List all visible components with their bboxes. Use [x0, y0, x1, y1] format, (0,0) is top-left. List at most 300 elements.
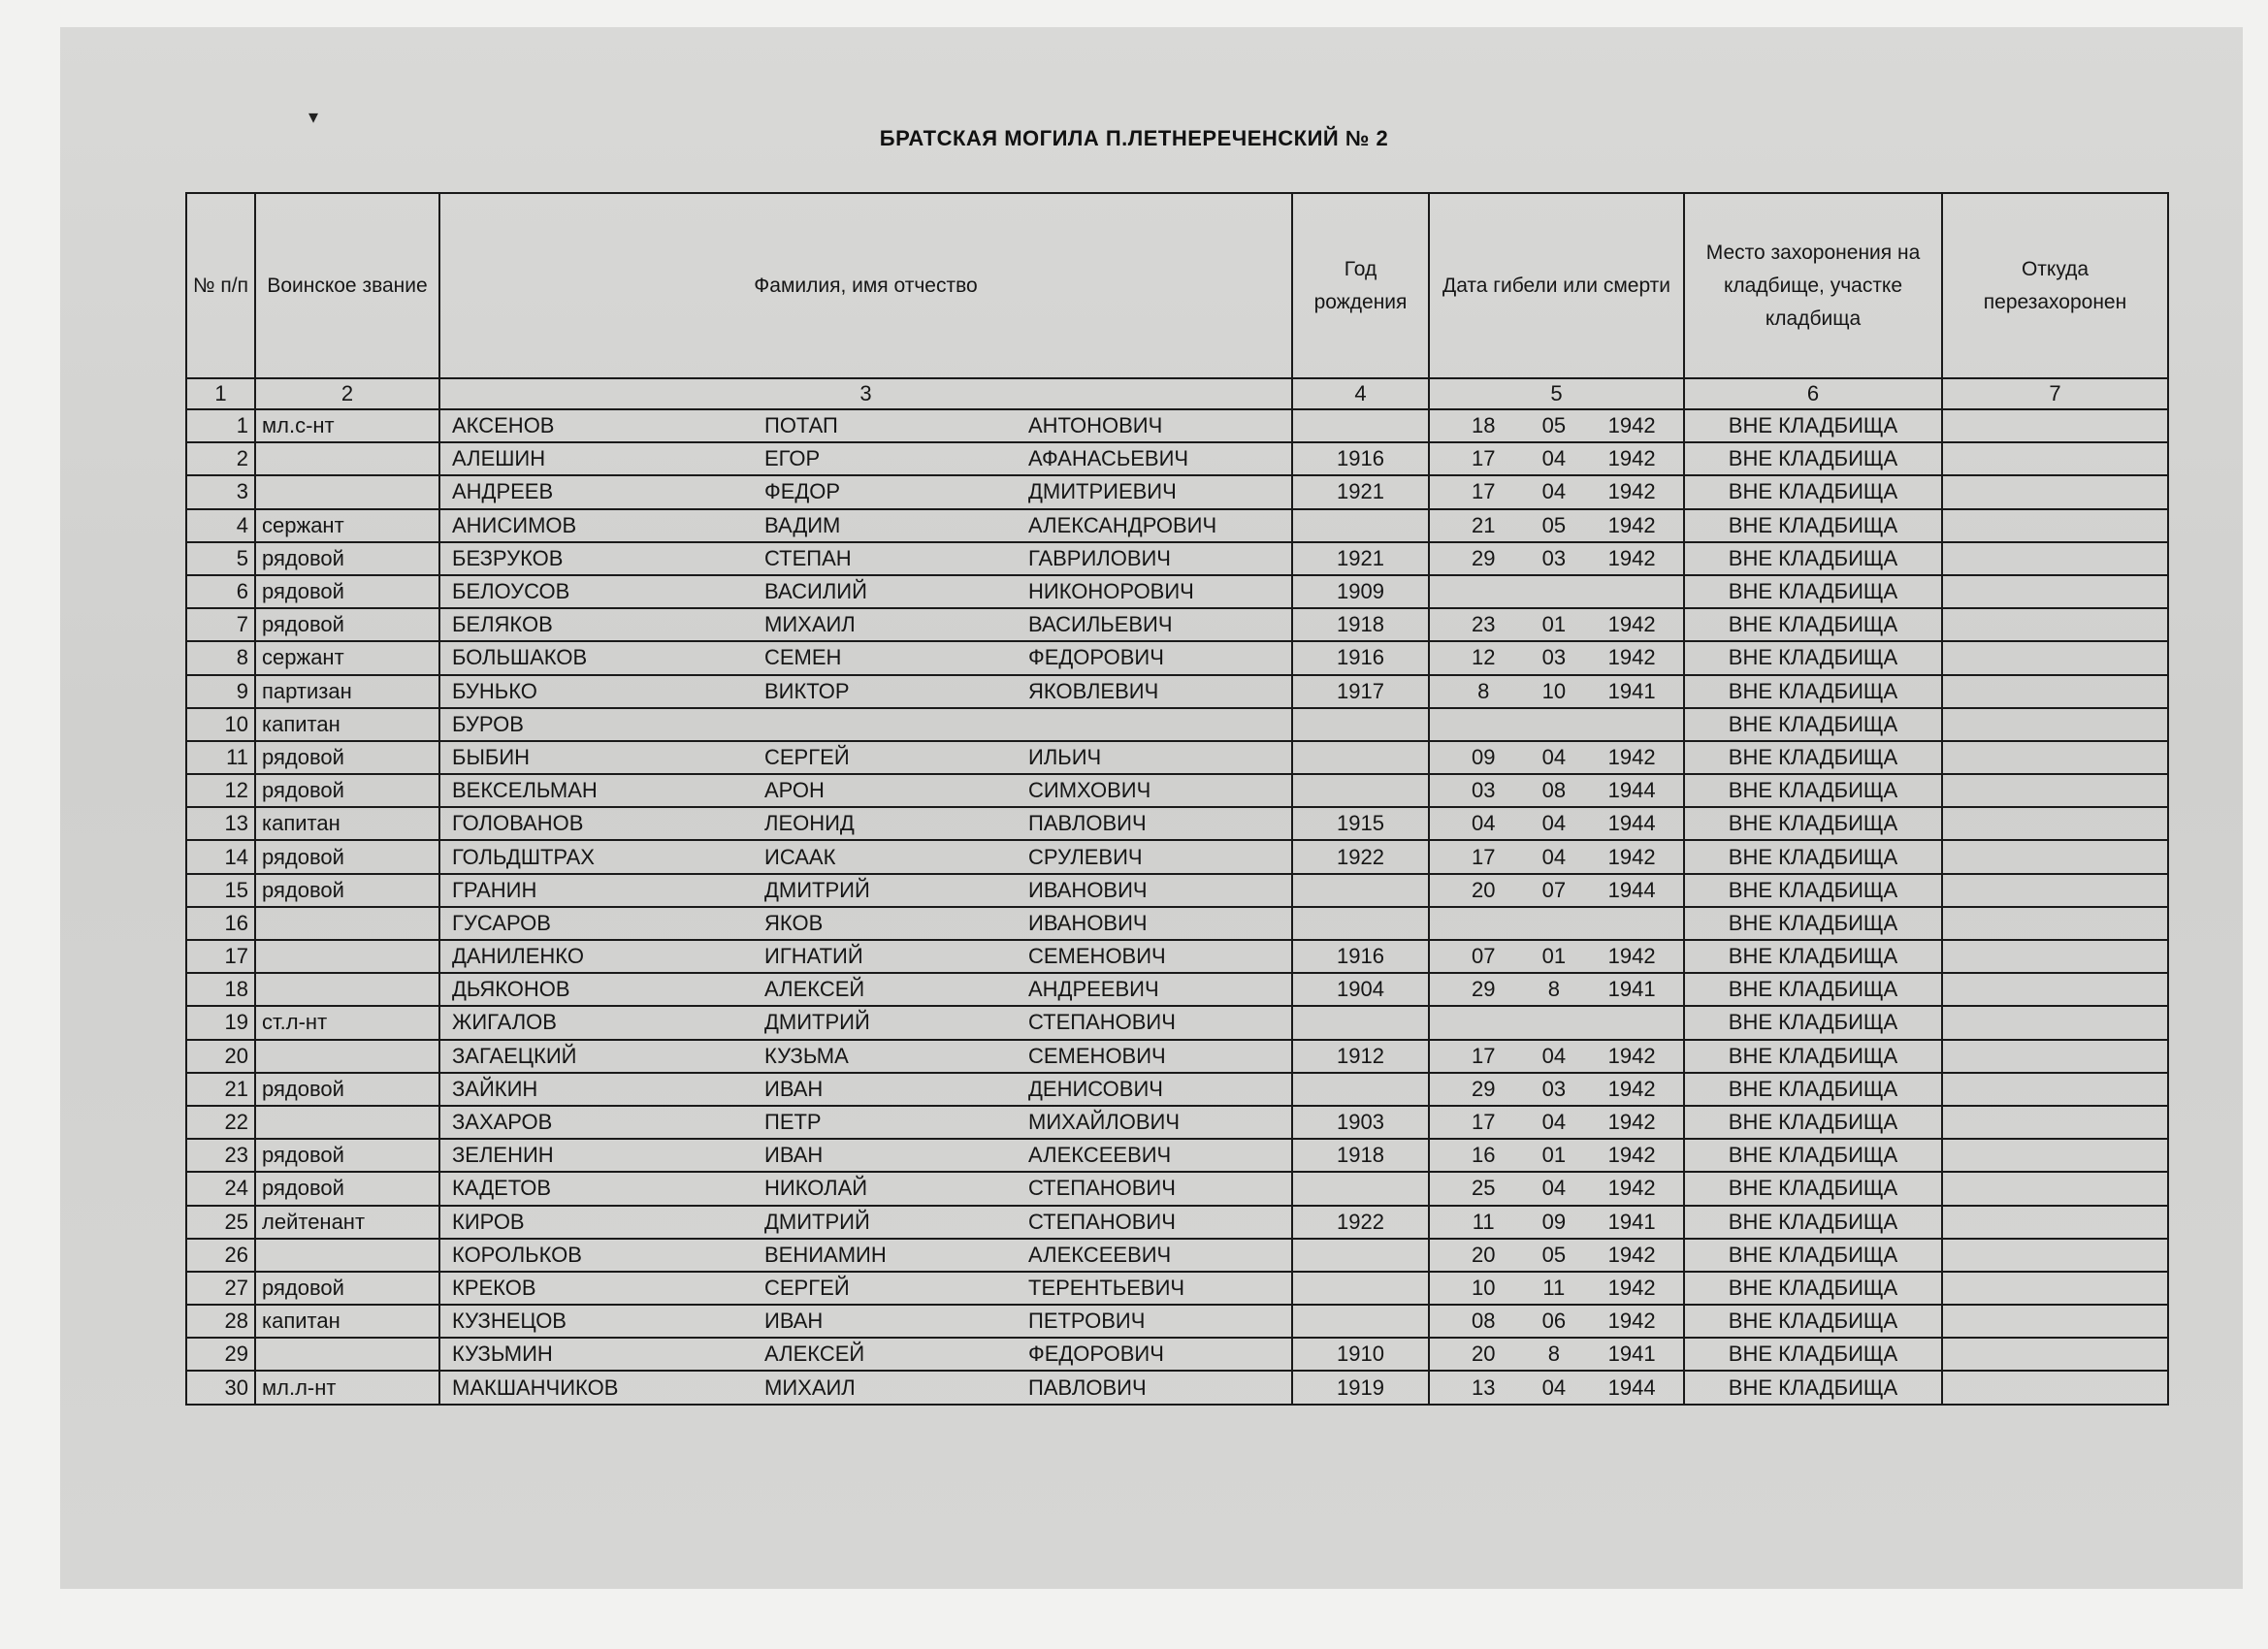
- column-number: 7: [1942, 378, 2168, 409]
- last-name: ВЕКСЕЛЬМАН: [452, 778, 598, 803]
- death-day: 07: [1471, 944, 1496, 969]
- table-row: [186, 1073, 2168, 1106]
- military-rank: капитан: [255, 708, 439, 741]
- death-day: 29: [1471, 977, 1496, 1002]
- table-row: [186, 940, 2168, 973]
- first-name: КУЗЬМА: [764, 1043, 849, 1068]
- reburied-from: [1942, 575, 2168, 608]
- first-name: ИВАН: [764, 1076, 824, 1101]
- burial-place: ВНЕ КЛАДБИЩА: [1684, 973, 1942, 1006]
- military-rank: рядовой: [255, 575, 439, 608]
- last-name: БУРОВ: [452, 711, 524, 736]
- death-month: 04: [1541, 1374, 1567, 1400]
- death-month: 11: [1542, 1275, 1566, 1300]
- death-month: 09: [1541, 1209, 1567, 1234]
- last-name: ЗАХАРОВ: [452, 1110, 553, 1135]
- reburied-from: [1942, 840, 2168, 873]
- patronymic: АФАНАСЬЕВИЧ: [1028, 446, 1189, 471]
- first-name: ПОТАП: [764, 413, 838, 438]
- reburied-from: [1942, 1073, 2168, 1106]
- patronymic: СТЕПАНОВИЧ: [1028, 1209, 1176, 1234]
- death-month: 03: [1541, 545, 1567, 570]
- birth-year: [1292, 708, 1429, 741]
- document-title: БРАТСКАЯ МОГИЛА П.ЛЕТНЕРЕЧЕНСКИЙ № 2: [879, 126, 1389, 150]
- first-name: ИСААК: [764, 844, 836, 869]
- last-name: ДАНИЛЕНКО: [452, 944, 584, 969]
- row-number: 8: [186, 641, 255, 674]
- burial-place: ВНЕ КЛАДБИЩА: [1684, 442, 1942, 475]
- table-row: [186, 708, 2168, 741]
- death-year: 1942: [1607, 1043, 1656, 1068]
- full-name-cell: [439, 1305, 1292, 1338]
- row-number: 10: [186, 708, 255, 741]
- last-name: ДЬЯКОНОВ: [452, 977, 570, 1002]
- full-name-cell: [439, 708, 1292, 741]
- first-name: ПЕТР: [764, 1110, 822, 1135]
- header-death-date: Дата гибели или смерти: [1429, 193, 1684, 378]
- death-date-cell: [1429, 807, 1684, 840]
- burial-place: ВНЕ КЛАДБИЩА: [1684, 874, 1942, 907]
- military-rank: капитан: [255, 1305, 439, 1338]
- death-month: 8: [1547, 1342, 1560, 1367]
- first-name: ИВАН: [764, 1309, 824, 1334]
- reburied-from: [1942, 475, 2168, 508]
- last-name: КУЗНЕЦОВ: [452, 1309, 567, 1334]
- first-name: ЛЕОНИД: [764, 811, 855, 836]
- last-name: ЗАЙКИН: [452, 1076, 538, 1101]
- reburied-from: [1942, 1172, 2168, 1205]
- military-rank: рядовой: [255, 874, 439, 907]
- burial-place: ВНЕ КЛАДБИЩА: [1684, 1172, 1942, 1205]
- death-day: 16: [1471, 1143, 1496, 1168]
- ink-speck: ▾: [308, 107, 319, 128]
- row-number: 3: [186, 475, 255, 508]
- first-name: ВИКТОР: [764, 678, 850, 703]
- table-row: [186, 442, 2168, 475]
- patronymic: АЛЕКСАНДРОВИЧ: [1028, 512, 1217, 537]
- full-name-cell: [439, 641, 1292, 674]
- full-name-cell: [439, 475, 1292, 508]
- military-rank: рядовой: [255, 1272, 439, 1305]
- military-rank: мл.с-нт: [255, 409, 439, 442]
- death-month: 03: [1541, 1076, 1567, 1101]
- burial-place: ВНЕ КЛАДБИЩА: [1684, 641, 1942, 674]
- patronymic: СИМХОВИЧ: [1028, 778, 1151, 803]
- row-number: 6: [186, 575, 255, 608]
- death-date-cell: [1429, 874, 1684, 907]
- death-month: 07: [1541, 877, 1567, 902]
- military-rank: рядовой: [255, 774, 439, 807]
- death-year: 1941: [1607, 977, 1656, 1002]
- death-month: 01: [1541, 944, 1567, 969]
- burial-place: ВНЕ КЛАДБИЩА: [1684, 475, 1942, 508]
- death-year: 1941: [1607, 1209, 1656, 1234]
- patronymic: ПАВЛОВИЧ: [1028, 811, 1147, 836]
- birth-year: [1292, 409, 1429, 442]
- burial-place: ВНЕ КЛАДБИЩА: [1684, 1040, 1942, 1073]
- death-month: 8: [1547, 977, 1560, 1002]
- header-fio: Фамилия, имя отчество: [439, 193, 1292, 378]
- row-number: 25: [186, 1206, 255, 1239]
- death-date-cell: [1429, 1272, 1684, 1305]
- burial-place: ВНЕ КЛАДБИЩА: [1684, 675, 1942, 708]
- death-day: 23: [1471, 612, 1496, 637]
- last-name: ГРАНИН: [452, 877, 537, 902]
- first-name: ДМИТРИЙ: [764, 1010, 870, 1035]
- death-month: 04: [1541, 1043, 1567, 1068]
- row-number: 16: [186, 907, 255, 940]
- death-date-cell: [1429, 708, 1684, 741]
- death-year: 1942: [1607, 1110, 1656, 1135]
- last-name: БУНЬКО: [452, 678, 537, 703]
- row-number: 22: [186, 1106, 255, 1139]
- last-name: ГОЛОВАНОВ: [452, 811, 584, 836]
- last-name: БЕЛОУСОВ: [452, 579, 570, 604]
- first-name: СЕМЕН: [764, 645, 842, 670]
- death-year: 1942: [1607, 1275, 1656, 1300]
- military-rank: лейтенант: [255, 1206, 439, 1239]
- death-date-cell: [1429, 1073, 1684, 1106]
- death-date-cell: [1429, 1106, 1684, 1139]
- patronymic: НИКОНОРОВИЧ: [1028, 579, 1194, 604]
- death-day: 8: [1477, 678, 1490, 703]
- row-number: 11: [186, 741, 255, 774]
- full-name-cell: [439, 874, 1292, 907]
- death-year: 1942: [1607, 446, 1656, 471]
- row-number: 18: [186, 973, 255, 1006]
- last-name: АКСЕНОВ: [452, 413, 555, 438]
- header-reburied-from: Откуда перезахоронен: [1942, 193, 2168, 378]
- reburied-from: [1942, 442, 2168, 475]
- death-date-cell: [1429, 1040, 1684, 1073]
- birth-year: [1292, 874, 1429, 907]
- reburied-from: [1942, 509, 2168, 542]
- patronymic: ГАВРИЛОВИЧ: [1028, 545, 1171, 570]
- birth-year: 1910: [1292, 1338, 1429, 1371]
- birth-year: 1921: [1292, 475, 1429, 508]
- patronymic: ИВАНОВИЧ: [1028, 910, 1148, 935]
- reburied-from: [1942, 807, 2168, 840]
- header-birth-year: Год рождения: [1292, 193, 1429, 378]
- table-row: [186, 1272, 2168, 1305]
- first-name: ЕГОР: [764, 446, 821, 471]
- reburied-from: [1942, 409, 2168, 442]
- last-name: БЕЗРУКОВ: [452, 545, 564, 570]
- burial-place: ВНЕ КЛАДБИЩА: [1684, 741, 1942, 774]
- burial-place: ВНЕ КЛАДБИЩА: [1684, 807, 1942, 840]
- death-date-cell: [1429, 1371, 1684, 1404]
- death-year: 1942: [1607, 645, 1656, 670]
- table-row: [186, 1040, 2168, 1073]
- reburied-from: [1942, 1305, 2168, 1338]
- military-rank: [255, 1040, 439, 1073]
- burial-place: ВНЕ КЛАДБИЩА: [1684, 1006, 1942, 1039]
- patronymic: ФЕДОРОВИЧ: [1028, 645, 1164, 670]
- birth-year: 1918: [1292, 608, 1429, 641]
- death-year: 1942: [1607, 612, 1656, 637]
- patronymic: СЕМЕНОВИЧ: [1028, 1043, 1166, 1068]
- last-name: АНДРЕЕВ: [452, 479, 554, 504]
- burial-place: ВНЕ КЛАДБИЩА: [1684, 1272, 1942, 1305]
- death-month: 04: [1541, 1176, 1567, 1201]
- first-name: СЕРГЕЙ: [764, 744, 850, 769]
- death-month: 04: [1541, 479, 1567, 504]
- birth-year: [1292, 774, 1429, 807]
- table-row: [186, 973, 2168, 1006]
- row-number: 13: [186, 807, 255, 840]
- death-day: 03: [1471, 778, 1496, 803]
- death-month: 04: [1541, 1110, 1567, 1135]
- reburied-from: [1942, 940, 2168, 973]
- death-date-cell: [1429, 741, 1684, 774]
- full-name-cell: [439, 1106, 1292, 1139]
- last-name: ЗЕЛЕНИН: [452, 1143, 554, 1168]
- table-row: [186, 1305, 2168, 1338]
- military-rank: сержант: [255, 509, 439, 542]
- death-date-cell: [1429, 1206, 1684, 1239]
- death-date-cell: [1429, 973, 1684, 1006]
- last-name: ГУСАРОВ: [452, 910, 551, 935]
- birth-year: [1292, 1006, 1429, 1039]
- first-name: ДМИТРИЙ: [764, 877, 870, 902]
- death-year: 1942: [1607, 1143, 1656, 1168]
- death-year: 1942: [1607, 1176, 1656, 1201]
- military-rank: [255, 940, 439, 973]
- military-rank: партизан: [255, 675, 439, 708]
- row-number: 15: [186, 874, 255, 907]
- full-name-cell: [439, 608, 1292, 641]
- first-name: АРОН: [764, 778, 825, 803]
- birth-year: [1292, 1172, 1429, 1205]
- birth-year: 1922: [1292, 840, 1429, 873]
- full-name-cell: [439, 1006, 1292, 1039]
- patronymic: АЛЕКСЕЕВИЧ: [1028, 1143, 1172, 1168]
- table-row: [186, 641, 2168, 674]
- death-date-cell: [1429, 774, 1684, 807]
- military-rank: рядовой: [255, 542, 439, 575]
- reburied-from: [1942, 641, 2168, 674]
- patronymic: ФЕДОРОВИЧ: [1028, 1342, 1164, 1367]
- military-rank: мл.л-нт: [255, 1371, 439, 1404]
- table-row: [186, 1106, 2168, 1139]
- military-rank: рядовой: [255, 1139, 439, 1172]
- patronymic: ТЕРЕНТЬЕВИЧ: [1028, 1275, 1185, 1300]
- death-year: 1942: [1607, 744, 1656, 769]
- last-name: БОЛЬШАКОВ: [452, 645, 588, 670]
- first-name: АЛЕКСЕЙ: [764, 1342, 865, 1367]
- table-row: [186, 874, 2168, 907]
- full-name-cell: [439, 1040, 1292, 1073]
- first-name: ВЕНИАМИН: [764, 1242, 887, 1267]
- death-day: 21: [1471, 512, 1496, 537]
- table-row: [186, 1172, 2168, 1205]
- last-name: КРЕКОВ: [452, 1275, 536, 1300]
- column-number: 2: [255, 378, 439, 409]
- full-name-cell: [439, 807, 1292, 840]
- burial-place: ВНЕ КЛАДБИЩА: [1684, 509, 1942, 542]
- full-name-cell: [439, 907, 1292, 940]
- death-date-cell: [1429, 575, 1684, 608]
- patronymic: ИВАНОВИЧ: [1028, 877, 1148, 902]
- birth-year: 1904: [1292, 973, 1429, 1006]
- burial-place: ВНЕ КЛАДБИЩА: [1684, 575, 1942, 608]
- birth-year: [1292, 1239, 1429, 1272]
- row-number: 29: [186, 1338, 255, 1371]
- header-burial-place: Место захоронения на кладбище, участке кладбища: [1684, 193, 1942, 378]
- death-year: 1942: [1607, 844, 1656, 869]
- last-name: АЛЕШИН: [452, 446, 546, 471]
- table-row: [186, 807, 2168, 840]
- patronymic: ЯКОВЛЕВИЧ: [1028, 678, 1159, 703]
- table-row: [186, 475, 2168, 508]
- row-number: 26: [186, 1239, 255, 1272]
- death-date-cell: [1429, 1006, 1684, 1039]
- patronymic: СТЕПАНОВИЧ: [1028, 1176, 1176, 1201]
- burial-place: ВНЕ КЛАДБИЩА: [1684, 907, 1942, 940]
- row-number: 27: [186, 1272, 255, 1305]
- full-name-cell: [439, 741, 1292, 774]
- death-day: 20: [1471, 1242, 1496, 1267]
- military-rank: [255, 907, 439, 940]
- first-name: СЕРГЕЙ: [764, 1275, 850, 1300]
- death-year: 1942: [1607, 1309, 1656, 1334]
- military-rank: рядовой: [255, 1172, 439, 1205]
- patronymic: АНДРЕЕВИЧ: [1028, 977, 1159, 1002]
- death-day: 20: [1471, 877, 1496, 902]
- header-no: № п/п: [186, 193, 255, 378]
- death-month: 04: [1541, 744, 1567, 769]
- burial-place: ВНЕ КЛАДБИЩА: [1684, 774, 1942, 807]
- birth-year: [1292, 1272, 1429, 1305]
- military-rank: ст.л-нт: [255, 1006, 439, 1039]
- death-day: 25: [1471, 1176, 1496, 1201]
- reburied-from: [1942, 874, 2168, 907]
- birth-year: 1919: [1292, 1371, 1429, 1404]
- row-number: 5: [186, 542, 255, 575]
- birth-year: 1912: [1292, 1040, 1429, 1073]
- death-day: 17: [1471, 446, 1496, 471]
- death-year: 1942: [1607, 944, 1656, 969]
- row-number: 7: [186, 608, 255, 641]
- last-name: ЗАГАЕЦКИЙ: [452, 1043, 577, 1068]
- burial-place: ВНЕ КЛАДБИЩА: [1684, 1371, 1942, 1404]
- full-name-cell: [439, 1073, 1292, 1106]
- table-row: [186, 509, 2168, 542]
- table-row: [186, 907, 2168, 940]
- full-name-cell: [439, 575, 1292, 608]
- death-month: 01: [1541, 1143, 1567, 1168]
- column-number: 6: [1684, 378, 1942, 409]
- reburied-from: [1942, 1272, 2168, 1305]
- death-date-cell: [1429, 840, 1684, 873]
- first-name: АЛЕКСЕЙ: [764, 977, 865, 1002]
- row-number: 12: [186, 774, 255, 807]
- row-number: 21: [186, 1073, 255, 1106]
- first-name: ВАДИМ: [764, 512, 841, 537]
- burial-place: ВНЕ КЛАДБИЩА: [1684, 1106, 1942, 1139]
- death-day: 17: [1471, 1110, 1496, 1135]
- death-day: 17: [1471, 479, 1496, 504]
- death-date-cell: [1429, 1239, 1684, 1272]
- first-name: ИГНАТИЙ: [764, 944, 863, 969]
- death-date-cell: [1429, 1172, 1684, 1205]
- last-name: БЫБИН: [452, 744, 531, 769]
- column-number: 4: [1292, 378, 1429, 409]
- first-name: МИХАИЛ: [764, 612, 856, 637]
- death-month: 06: [1541, 1309, 1567, 1334]
- burial-place: ВНЕ КЛАДБИЩА: [1684, 1073, 1942, 1106]
- table-row: [186, 675, 2168, 708]
- birth-year: 1915: [1292, 807, 1429, 840]
- burial-place: ВНЕ КЛАДБИЩА: [1684, 608, 1942, 641]
- row-number: 24: [186, 1172, 255, 1205]
- full-name-cell: [439, 973, 1292, 1006]
- full-name-cell: [439, 1338, 1292, 1371]
- birth-year: 1903: [1292, 1106, 1429, 1139]
- birth-year: 1916: [1292, 442, 1429, 475]
- death-date-cell: [1429, 608, 1684, 641]
- death-day: 11: [1472, 1209, 1495, 1234]
- death-date-cell: [1429, 1305, 1684, 1338]
- burial-place: ВНЕ КЛАДБИЩА: [1684, 1305, 1942, 1338]
- death-year: 1941: [1607, 678, 1656, 703]
- first-name: ЯКОВ: [764, 910, 824, 935]
- last-name: АНИСИМОВ: [452, 512, 577, 537]
- column-number: 1: [186, 378, 255, 409]
- row-number: 23: [186, 1139, 255, 1172]
- burial-place: ВНЕ КЛАДБИЩА: [1684, 708, 1942, 741]
- table-row: [186, 741, 2168, 774]
- patronymic: ИЛЬИЧ: [1028, 744, 1102, 769]
- burial-place: ВНЕ КЛАДБИЩА: [1684, 1239, 1942, 1272]
- burial-place: ВНЕ КЛАДБИЩА: [1684, 940, 1942, 973]
- last-name: БЕЛЯКОВ: [452, 612, 553, 637]
- full-name-cell: [439, 840, 1292, 873]
- table-row: [186, 1371, 2168, 1404]
- death-year: 1944: [1607, 778, 1656, 803]
- last-name: ГОЛЬДШТРАХ: [452, 844, 595, 869]
- reburied-from: [1942, 608, 2168, 641]
- last-name: КАДЕТОВ: [452, 1176, 552, 1201]
- death-year: 1942: [1607, 512, 1656, 537]
- birth-year: [1292, 741, 1429, 774]
- death-date-cell: [1429, 542, 1684, 575]
- death-year: 1944: [1607, 1374, 1656, 1400]
- death-date-cell: [1429, 940, 1684, 973]
- row-number: 19: [186, 1006, 255, 1039]
- table-row: [186, 542, 2168, 575]
- first-name: НИКОЛАЙ: [764, 1176, 868, 1201]
- death-date-cell: [1429, 641, 1684, 674]
- table-row: [186, 1006, 2168, 1039]
- full-name-cell: [439, 1206, 1292, 1239]
- reburied-from: [1942, 741, 2168, 774]
- header-row: [186, 193, 2168, 378]
- patronymic: АЛЕКСЕЕВИЧ: [1028, 1242, 1172, 1267]
- table-row: [186, 575, 2168, 608]
- military-rank: сержант: [255, 641, 439, 674]
- first-name: ДМИТРИЙ: [764, 1209, 870, 1234]
- column-number: 3: [439, 378, 1292, 409]
- last-name: МАКШАНЧИКОВ: [452, 1374, 619, 1400]
- death-month: 03: [1541, 645, 1567, 670]
- birth-year: [1292, 1305, 1429, 1338]
- full-name-cell: [439, 774, 1292, 807]
- military-rank: рядовой: [255, 840, 439, 873]
- row-number: 1: [186, 409, 255, 442]
- death-year: 1944: [1607, 811, 1656, 836]
- last-name: КИРОВ: [452, 1209, 525, 1234]
